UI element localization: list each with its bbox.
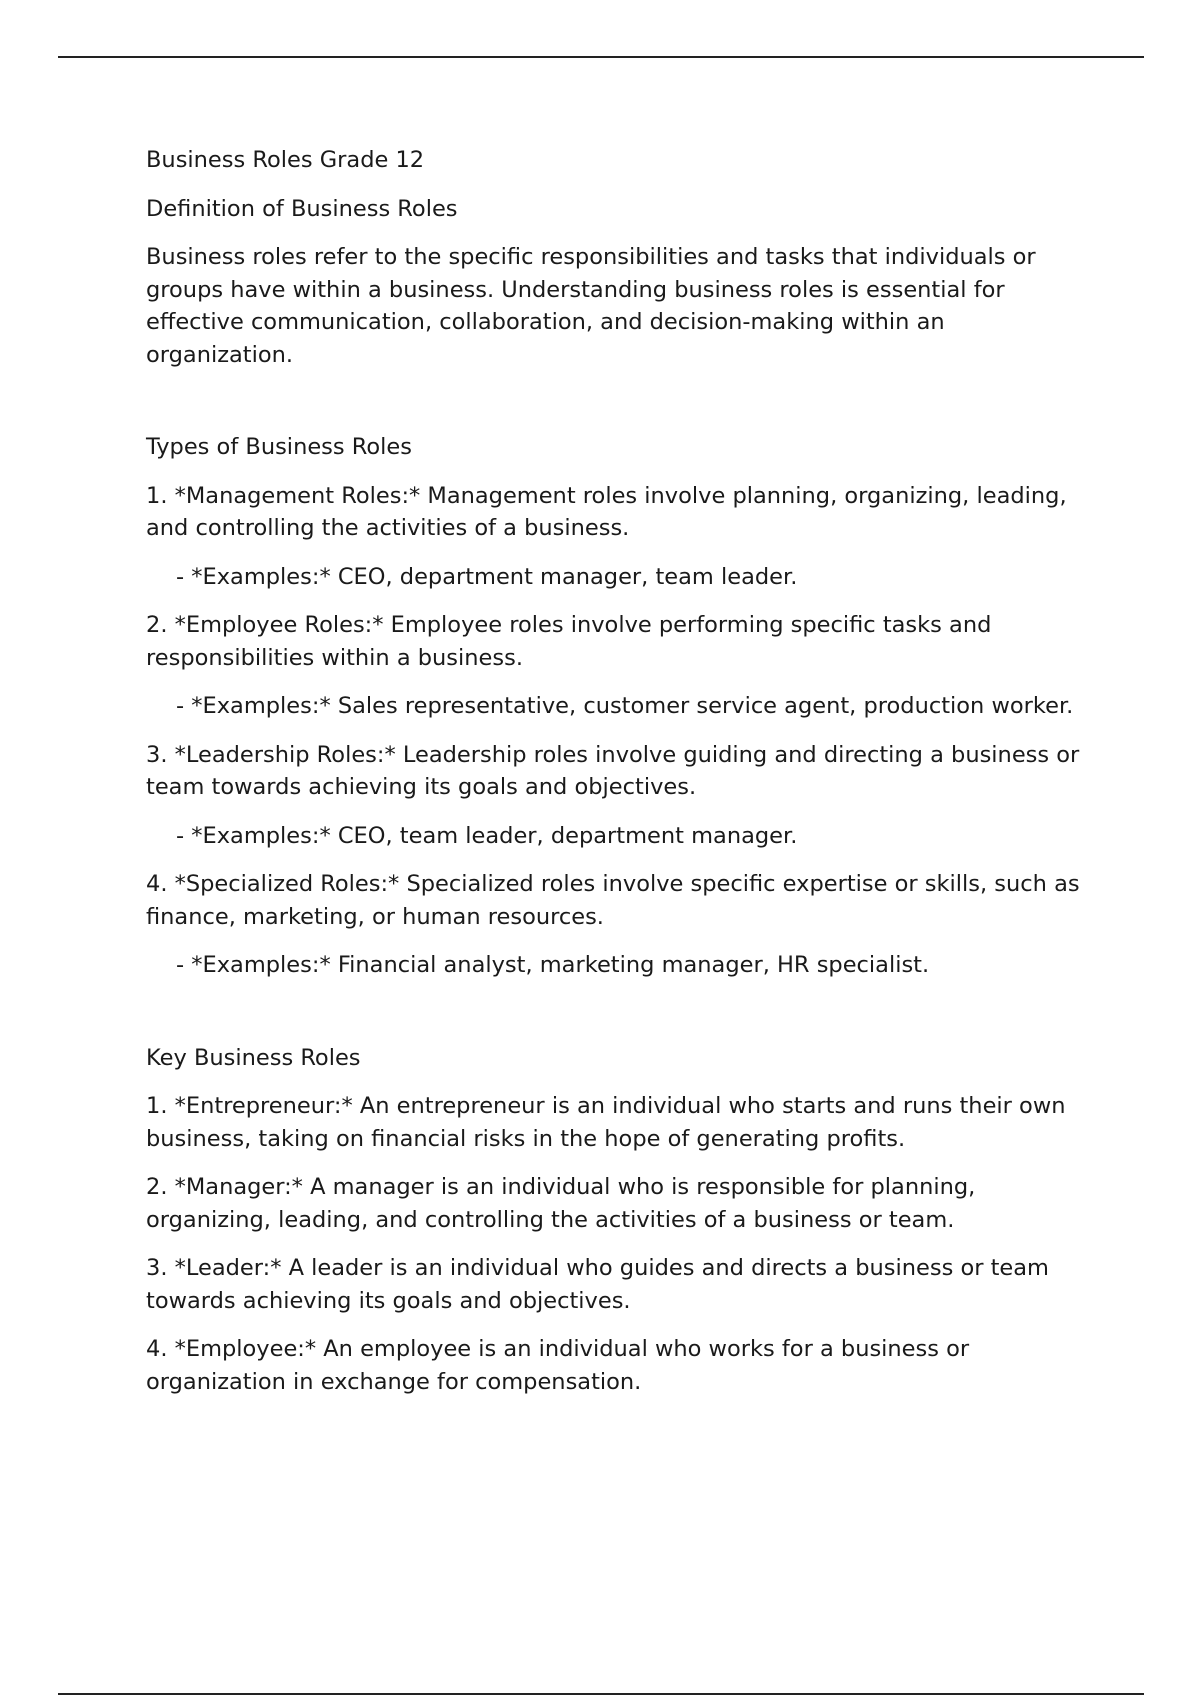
top-rule (58, 56, 1144, 58)
types-item-specialized: 4. *Specialized Roles:* Specialized roles involve specific expertise or skills, such as finance, marketing, or human resources. (146, 871, 1080, 930)
types-example-leadership: - *Examples:* CEO, team leader, department manager. (176, 822, 798, 849)
document-body (146, 144, 1086, 1414)
types-heading: Types of Business Roles (146, 434, 412, 460)
bottom-rule (58, 1693, 1144, 1695)
definition-text: Business roles refer to the specific responsibilities and tasks that individuals or groups have within a business. Understanding business roles is essential for effective communication, collaboration, and decision-making within an organization. (146, 244, 1036, 368)
types-item-management: 1. *Management Roles:* Management roles involve planning, organizing, leading, and controlling the activities of a business. (146, 482, 1067, 541)
types-example-employee: - *Examples:* Sales representative, customer service agent, production worker. (176, 693, 1074, 719)
key-role-manager: 2. *Manager:* A manager is an individual who is responsible for planning, organizing, leading, and controlling the activities of a business or team. (146, 1174, 976, 1233)
definition-heading: Definition of Business Roles (146, 195, 458, 222)
document-title: Business Roles Grade 12 (146, 147, 425, 173)
key-roles-heading: Key Business Roles (146, 1044, 361, 1071)
types-example-management: - *Examples:* CEO, department manager, team leader. (176, 563, 798, 590)
key-role-employee: 4. *Employee:* An employee is an individual who works for a business or organization in exchange for compensation. (146, 1336, 970, 1395)
types-item-leadership: 3. *Leadership Roles:* Leadership roles involve guiding and directing a business or team towards achieving its goals and objectives. (146, 741, 1080, 800)
key-role-leader: 3. *Leader:* A leader is an individual who guides and directs a business or team towards achieving its goals and objectives. (146, 1255, 1049, 1314)
key-role-entrepreneur: 1. *Entrepreneur:* An entrepreneur is an individual who starts and runs their own business, taking on financial risks in the hope of generating profits. (146, 1093, 1066, 1152)
types-example-specialized: - *Examples:* Financial analyst, marketing manager, HR specialist. (176, 952, 930, 978)
types-item-employee: 2. *Employee Roles:* Employee roles involve performing specific tasks and responsibilities within a business. (146, 612, 992, 671)
